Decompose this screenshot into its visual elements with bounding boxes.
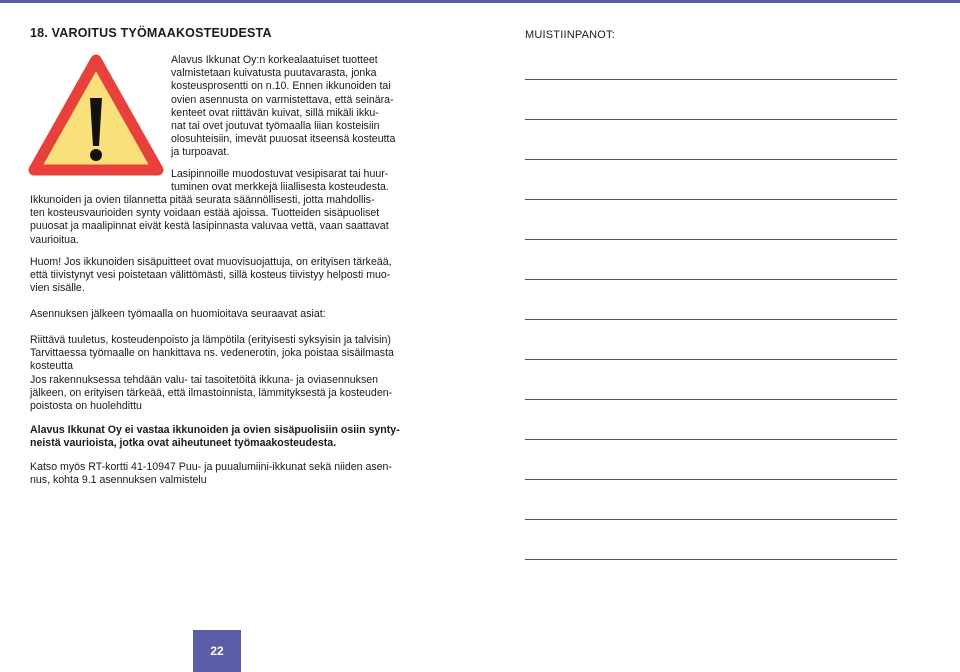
condensation-paragraph: Lasipinnoille muodostuvat vesipisarat tai huur- tuminen ovat merkkejä liiallisesta kosteudesta. [171, 168, 389, 194]
notes-label: MUISTIINPANOT: [525, 29, 615, 41]
note-line[interactable] [525, 439, 897, 440]
checklist-paragraph: Riittävä tuuletus, kosteudenpoisto ja lämpötila (erityisesti syksyisin ja talvisin) Tarvittaessa työmaalle on hankittava ns. vedenerotin, joka poistaa sisäilmasta kosteutta Jos rakennuksessa tehdään valu- tai tasoitetöitä ikkuna- ja oviasennuksen jälkeen, on erityisen tärkeää, että ilmastoinnista, lämmityksestä ja kosteuden- poistosta on huolehdittu [30, 334, 394, 413]
note-line[interactable] [525, 279, 897, 280]
note-line[interactable] [525, 479, 897, 480]
note-line[interactable] [525, 559, 897, 560]
top-border [0, 0, 960, 3]
page-title: 18. VAROITUS TYÖMAAKOSTEUDESTA [30, 26, 272, 40]
warning-triangle-icon [28, 54, 164, 176]
note-line[interactable] [525, 159, 897, 160]
note-line[interactable] [525, 199, 897, 200]
reference-note: Katso myös RT-kortti 41-10947 Puu- ja puualumiini-ikkunat sekä niiden asen- nus, kohta 9.1 asennuksen valmistelu [30, 461, 392, 487]
note-line[interactable] [525, 119, 897, 120]
note-line[interactable] [525, 239, 897, 240]
note-line[interactable] [525, 519, 897, 520]
note-line[interactable] [525, 359, 897, 360]
note-line[interactable] [525, 319, 897, 320]
plastic-cover-note: Huom! Jos ikkunoiden sisäpuitteet ovat muovisuojattuja, on erityisen tärkeää, että tiivistynyt vesi poistetaan välittömästi, sillä kosteus tiivistyy helposti muo- vien sisälle. [30, 256, 392, 295]
monitoring-paragraph: Ikkunoiden ja ovien tilannetta pitää seurata säännöllisesti, jotta mahdollis- ten kosteusvaurioiden synty voidaan estää ajoissa. Tuotteiden sisäpuoliset puuosat ja maalipinnat eivät kestä lasipinnasta valuvaa vettä, vaan saattavat vaurioitua. [30, 194, 389, 246]
after-install-heading: Asennuksen jälkeen työmaalla on huomioitava seuraavat asiat: [30, 308, 326, 320]
note-line[interactable] [525, 399, 897, 400]
liability-statement: Alavus Ikkunat Oy ei vastaa ikkunoiden ja ovien sisäpuolisiin osiin synty- neistä vaurioista, jotka ovat aiheutuneet työmaakosteudesta. [30, 424, 400, 450]
note-line[interactable] [525, 79, 897, 80]
page-number: 22 [193, 630, 241, 672]
intro-paragraph: Alavus Ikkunat Oy:n korkealaatuiset tuotteet valmistetaan kuivatusta puutavarasta, jonka kosteusprosentti on n.10. Ennen ikkunoiden tai ovien asennusta on varmistettava, että seinära- kenteet ovat riittävän kuivat, sillä mikäli ikku- nat tai ovet joutuvat työmaalla liian kosteisiin olosuhteisiin, imevät puuosat itseensä kosteutta ja turpoavat. [171, 54, 396, 159]
